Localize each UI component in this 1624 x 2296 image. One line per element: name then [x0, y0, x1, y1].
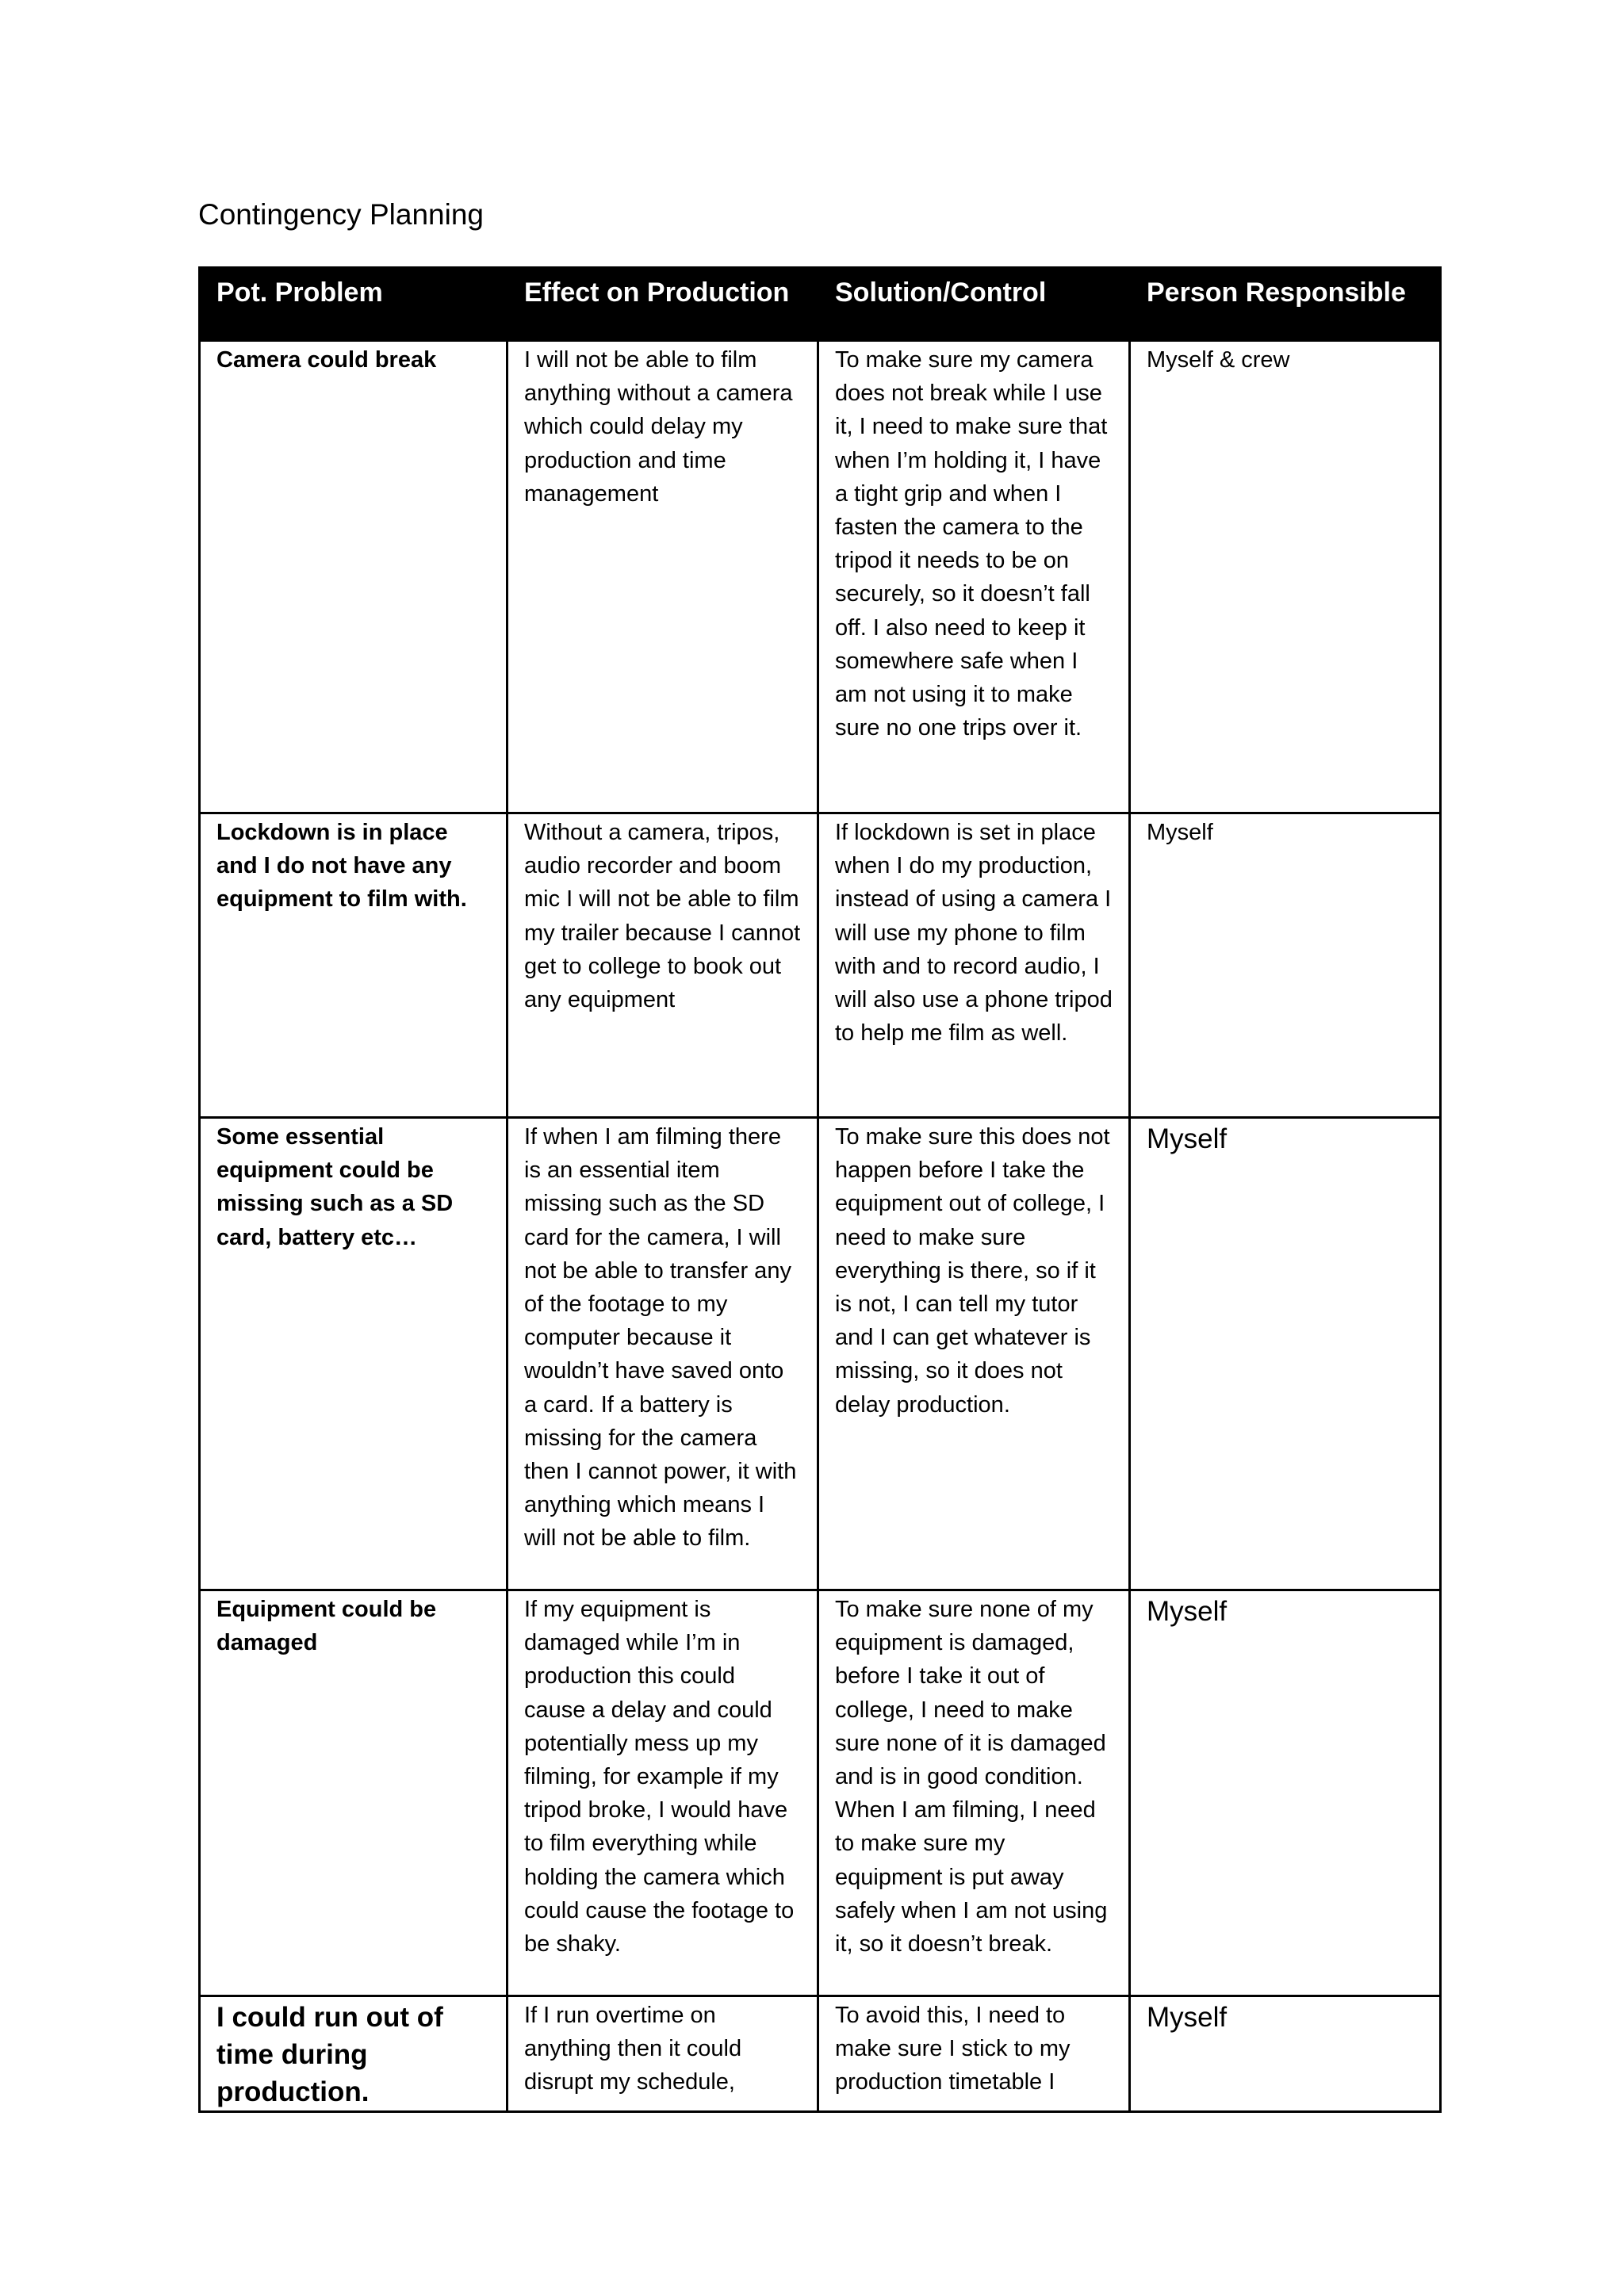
effect-cell [508, 341, 818, 813]
problem-cell [200, 1996, 508, 2112]
table-row [200, 1590, 1441, 1996]
table-row [200, 341, 1441, 813]
effect-text: Without a camera, tripos, audio recorder and boom mic I will not be able to film my trailer because I cannot get to college to book out any equipment [524, 820, 801, 1013]
problem-cell [200, 341, 508, 813]
page-title: Contingency Planning [198, 198, 484, 231]
solution-cell [818, 1118, 1130, 1590]
person-text: Myself & crew [1147, 347, 1290, 373]
solution-text: To make sure none of my equipment is damaged, before I take it out of college, I need to make sure none of it is damaged and is in good condition. When I am filming, I need to make sure my equipment is put away safely when I am not using it, so it doesn’t break. [835, 1597, 1108, 1957]
header-problem: Pot. Problem [200, 268, 508, 341]
header-effect: Effect on Production [508, 268, 818, 341]
person-cell [1130, 1590, 1441, 1996]
effect-cell [508, 1996, 818, 2112]
problem-text: I could run out of time during production. [216, 2002, 443, 2107]
contingency-table [198, 266, 1442, 2113]
person-text: Myself [1147, 1123, 1228, 1154]
table-row [200, 1118, 1441, 1590]
effect-text: If when I am filming there is an essential item missing such as the SD card for the camera, I will not be able to transfer any of the footage to my computer because it wouldn’t have saved onto a card. If a battery is missing for the camera then I cannot power, it with anything which means I will not be able to film. [524, 1124, 797, 1552]
person-text: Myself [1147, 2002, 1228, 2033]
header-solution: Solution/Control [818, 268, 1130, 341]
person-text: Myself [1147, 820, 1213, 845]
problem-text: Equipment could be damaged [216, 1597, 437, 1656]
effect-cell [508, 1118, 818, 1590]
effect-cell [508, 813, 818, 1118]
person-cell [1130, 813, 1441, 1118]
solution-cell [818, 341, 1130, 813]
effect-cell [508, 1590, 818, 1996]
header-person: Person Responsible [1130, 268, 1441, 341]
table-header-row [200, 268, 1441, 341]
problem-text: Lockdown is in place and I do not have any equipment to film with. [216, 820, 467, 913]
solution-text: If lockdown is set in place when I do my production, instead of using a camera I will use my phone to film with and to record audio, I will also use a phone tripod to help me film as well. [835, 820, 1113, 1047]
person-cell [1130, 341, 1441, 813]
solution-text: To avoid this, I need to make sure I stick to my production timetable I [835, 2003, 1071, 2095]
table-row [200, 813, 1441, 1118]
effect-text: I will not be able to film anything without a camera which could delay my production and time management [524, 347, 793, 507]
effect-text: If my equipment is damaged while I’m in production this could cause a delay and could potentially mess up my filming, for example if my tripod broke, I would have to film everything while holding the camera which could cause the footage to be shaky. [524, 1597, 795, 1957]
solution-text: To make sure this does not happen before I take the equipment out of college, I need to make sure everything is there, so if it is not, I can tell my tutor and I can get whatever is missing, so it does not delay production. [835, 1124, 1110, 1418]
problem-cell [200, 813, 508, 1118]
solution-cell [818, 1996, 1130, 2112]
person-cell [1130, 1118, 1441, 1590]
problem-cell [200, 1590, 508, 1996]
problem-text: Some essential equipment could be missing such as a SD card, battery etc… [216, 1124, 454, 1250]
effect-text: If I run overtime on anything then it could disrupt my schedule, [524, 2003, 742, 2095]
table-row [200, 1996, 1441, 2112]
problem-text: Camera could break [216, 347, 437, 373]
problem-cell [200, 1118, 508, 1590]
solution-cell [818, 813, 1130, 1118]
person-cell [1130, 1996, 1441, 2112]
solution-cell [818, 1590, 1130, 1996]
person-text: Myself [1147, 1596, 1228, 1627]
solution-text: To make sure my camera does not break while I use it, I need to make sure that when I’m holding it, I have a tight grip and when I fasten the camera to the tripod it needs to be on securely, so it doesn’t fall off. I also need to keep it somewhere safe when I am not using it to make sure no one trips over it. [835, 347, 1108, 741]
